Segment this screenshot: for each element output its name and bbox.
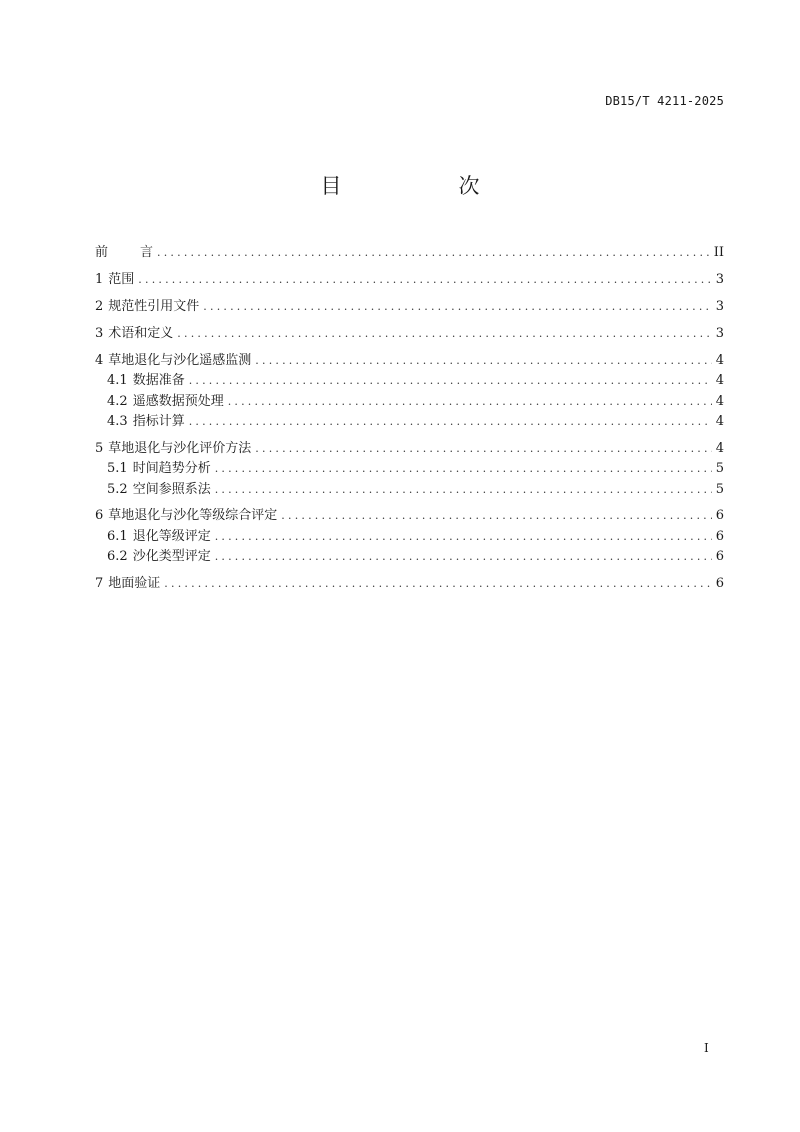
toc-entry[interactable] — [95, 351, 724, 371]
toc-entry[interactable] — [95, 574, 724, 594]
toc-entry[interactable] — [107, 459, 724, 479]
toc-entry-text: 时间趋势分析 — [132, 461, 211, 476]
toc-entry-number: 4 — [95, 353, 104, 368]
toc-entry-page: 4 — [715, 394, 724, 409]
toc-entry[interactable] — [107, 547, 724, 567]
toc-entry-text: 术语和定义 — [108, 326, 174, 341]
doc-code: DB15/T 4211-2025 — [605, 94, 724, 108]
toc-leader-dots — [157, 243, 710, 263]
toc-entry-text: 遥感数据预处理 — [132, 394, 224, 409]
toc-entry-number: 3 — [95, 326, 104, 341]
footer-page-number: I — [704, 1041, 709, 1055]
toc-leader-dots — [281, 506, 711, 526]
toc-entry-page: 4 — [715, 414, 724, 429]
toc-leader-dots — [177, 324, 711, 344]
toc-entry-page: 3 — [715, 326, 724, 341]
toc-entry-text: 草地退化与沙化遥感监测 — [108, 353, 252, 368]
toc-entry-label — [95, 270, 134, 290]
toc-leader-dots — [203, 297, 711, 317]
toc-leader-dots — [164, 574, 711, 594]
toc-leader-dots — [215, 459, 712, 479]
toc-entry-page: 4 — [715, 373, 724, 388]
toc-entry-page: 3 — [715, 299, 724, 314]
toc-entry-text: 空间参照系法 — [132, 482, 211, 497]
toc-entry[interactable] — [107, 527, 724, 547]
toc-entry-label — [95, 324, 173, 344]
toc-leader-dots — [138, 270, 711, 290]
toc-entry-text: 草地退化与沙化评价方法 — [108, 441, 252, 456]
toc-entry-number: 6.1 — [107, 529, 128, 544]
toc-entry-label — [107, 392, 224, 412]
toc-entry-page: 4 — [715, 441, 724, 456]
toc-entry-page: 6 — [715, 529, 724, 544]
toc-leader-dots — [215, 527, 712, 547]
toc-entry-page: 5 — [715, 482, 724, 497]
toc-entry-page: 6 — [715, 549, 724, 564]
toc-entry-text: 草地退化与沙化等级综合评定 — [108, 508, 278, 523]
toc-entry-number: 5 — [95, 441, 104, 456]
toc-entry-label: 前言 — [95, 245, 154, 260]
toc-entry[interactable] — [95, 243, 724, 263]
toc-entry-label — [107, 527, 211, 547]
toc-entry-number: 5.1 — [107, 461, 128, 476]
toc-entry[interactable] — [107, 371, 724, 391]
toc-leader-dots — [189, 412, 712, 432]
toc-entry-page: 3 — [715, 272, 724, 287]
toc-leader-dots — [189, 371, 712, 391]
toc-entry-page: 4 — [715, 353, 724, 368]
toc-entry[interactable] — [95, 270, 724, 290]
toc-title: 目 次 — [320, 174, 528, 198]
toc-leader-dots — [215, 547, 712, 567]
toc-leader-dots — [255, 439, 711, 459]
toc-entry-page: 6 — [715, 508, 724, 523]
toc-entry-page: 5 — [715, 461, 724, 476]
toc-entry[interactable] — [95, 297, 724, 317]
toc-entry-number: 7 — [95, 576, 104, 591]
toc-entry-label — [107, 480, 211, 500]
toc-entry[interactable] — [95, 439, 724, 459]
toc-entry-number: 4.2 — [107, 394, 128, 409]
toc-entry-label — [95, 351, 251, 371]
toc-entry-number: 5.2 — [107, 482, 128, 497]
toc-entry-text: 沙化类型评定 — [132, 549, 211, 564]
toc-entry-number: 4.1 — [107, 373, 128, 388]
toc-entry-label — [107, 412, 185, 432]
toc-entry-text: 退化等级评定 — [132, 529, 211, 544]
toc-entry-label — [95, 439, 251, 459]
toc-entry-text: 地面验证 — [108, 576, 161, 591]
toc-leader-dots — [255, 351, 711, 371]
toc-leader-dots — [215, 480, 712, 500]
toc-entry-text: 指标计算 — [132, 414, 185, 429]
toc-entry-number: 6.2 — [107, 549, 128, 564]
toc-entry-page: 6 — [715, 576, 724, 591]
toc-entry[interactable] — [95, 506, 724, 526]
toc-entry-text: 数据准备 — [132, 373, 185, 388]
toc-entry[interactable] — [95, 324, 724, 344]
toc-entry-text: 范围 — [108, 272, 135, 287]
toc-entry-label — [95, 297, 199, 317]
toc-entry-number: 1 — [95, 272, 104, 287]
toc-entry-number: 4.3 — [107, 414, 128, 429]
toc-entry-label — [107, 459, 211, 479]
toc-entry[interactable] — [107, 392, 724, 412]
toc-entry-number: 6 — [95, 508, 104, 523]
toc-leader-dots — [228, 392, 712, 412]
toc-entry-number: 2 — [95, 299, 104, 314]
toc-entry-label — [107, 547, 211, 567]
toc-entry-label — [95, 574, 160, 594]
toc-entry-label — [107, 371, 185, 391]
toc-entry-text: 规范性引用文件 — [108, 299, 200, 314]
toc-entry[interactable] — [107, 412, 724, 432]
toc-entry[interactable] — [107, 480, 724, 500]
toc-entry-label — [95, 506, 277, 526]
toc-entry-page: II — [713, 245, 724, 260]
